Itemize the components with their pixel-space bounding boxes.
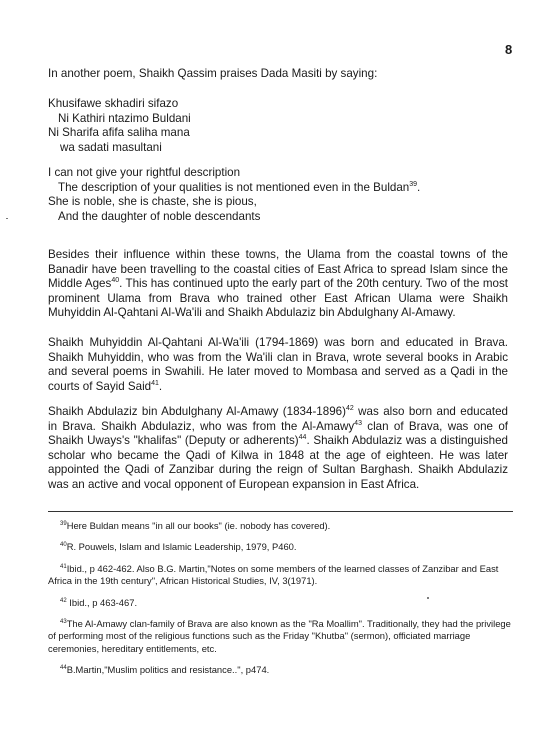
poem-line: wa sadati masultani: [60, 140, 162, 154]
footnote-ref: 42: [345, 405, 354, 413]
translation-line: [48, 181, 508, 196]
paragraph-ulama: [48, 248, 508, 321]
translation-text: The description of your qualities is not mentioned even in the Buldan: [58, 180, 410, 194]
paragraph-text: . Shaikh Abdulaziz was a distinguished scholar who became the Qadi of Kilwa in 1848 at the age of eighteen. He was later appointed the Qadi of Zanzibar during the reign of Sultan Barghash. Shaikh Abdulaziz was an active and vocal opponent of European expansion in East Africa.: [48, 434, 508, 491]
footnote-number: 43: [60, 618, 67, 625]
footnote-text: R. Pouwels, Islam and Islamic Leadership, 1979, P460.: [66, 541, 297, 553]
footnote-text: Ibid., p 462-462. Also B.G. Martin,"Notes on some members of the learned classes of Zanzibar and East Africa in the 19th century", African Historical Studies, IV, 3(1971).: [48, 562, 499, 587]
paragraph-text: clan of Brava, was one of Shaikh Uways's "khalifas" (Deputy or adherents): [48, 419, 508, 448]
poem-line: Ni Kathiri ntazimo Buldani: [58, 111, 191, 125]
footnote-text: Here Buldan means "in all our books" (ie. nobody has covered).: [66, 520, 331, 531]
footnote: [48, 563, 518, 588]
footnotes: [48, 520, 518, 686]
footnote-ref: 41: [151, 379, 159, 387]
footnote: [48, 541, 518, 553]
paragraph-text: .: [158, 379, 163, 393]
footnote-ref: 44: [298, 434, 307, 442]
paragraph-text: Besides their influence within these towns, the Ulama from the coastal towns of the Banadir have been travelling to the coastal cities of East Africa to spread Islam since the Middle Ages: [48, 248, 508, 291]
footnote-number: 41: [60, 563, 67, 570]
footnote-text: The Al-Amawy clan-family of Brava are also known as the "Ra Moallim". Traditionally, they had the privilege of performing most of the religious functions such as the Friday "Khutba" (sermon), officiated marriage ceremonies, hereditary entitlements, etc.: [48, 618, 511, 654]
footnote-divider: [48, 511, 513, 512]
poem-line: Ni Sharifa afifa saliha mana: [48, 126, 190, 140]
footnote: [48, 664, 518, 676]
punctuation: .: [417, 180, 421, 194]
footnote-number: 39: [60, 520, 67, 527]
english-translation: [48, 166, 508, 224]
paragraph-text: was also born and educated in Brava. Shaikh Abdulaziz, who was from the Al-Amawy: [48, 405, 508, 433]
translation-line: And the daughter of noble descendants: [58, 209, 261, 223]
footnote-number: 42: [60, 597, 67, 604]
scan-speck: [427, 597, 429, 599]
footnote-ref: 39: [409, 180, 418, 188]
page-number: 8: [505, 42, 513, 57]
swahili-poem: [48, 97, 508, 155]
footnote: [48, 520, 518, 532]
translation-line: I can not give your rightful description: [48, 166, 241, 179]
paragraph-abdulaziz: [48, 405, 508, 493]
footnote-number: 44: [60, 665, 67, 672]
paragraph-text: Shaikh Abdulaziz bin Abdulghany Al-Amawy (1834-1896): [48, 405, 346, 418]
footnote: [48, 597, 518, 609]
footnote-number: 40: [60, 542, 67, 549]
footnote-text: Ibid., p 463-467.: [66, 596, 138, 608]
poem-line: Khusifawe skhadiri sifazo: [48, 97, 179, 110]
intro-line: In another poem, Shaikh Qassim praises Dada Masiti by saying:: [48, 67, 378, 80]
footnote-ref: 43: [354, 419, 362, 427]
scan-mark: [6, 218, 8, 219]
paragraph-text: . This has continued upto the early part of the 20th century. Two of the most prominent Ulama from Brava who trained other East African Ulama were Shaikh Muhyiddin Al-Qahtani Al-Wa'ili and Shaikh Abdulaziz bin Abdulghany Al-Amawy.: [48, 277, 508, 320]
footnote-text: B.Martin,"Muslim politics and resistance..", p474.: [66, 664, 270, 676]
paragraph-muhyiddin: [48, 336, 508, 394]
translation-line: She is noble, she is chaste, she is pious,: [48, 195, 257, 209]
paragraph-text: Shaikh Muhyiddin Al-Qahtani Al-Wa'ili (1794-1869) was born and educated in Brava. Shaikh Muhyiddin, who was from the Wa'ili clan in Brava, wrote several books in Arabic and several poems in Swahili. He later moved to Mombasa and served as a Qadi in the courts of Sayid Said: [48, 336, 508, 393]
footnote: [48, 618, 518, 655]
footnote-ref: 40: [111, 277, 120, 285]
